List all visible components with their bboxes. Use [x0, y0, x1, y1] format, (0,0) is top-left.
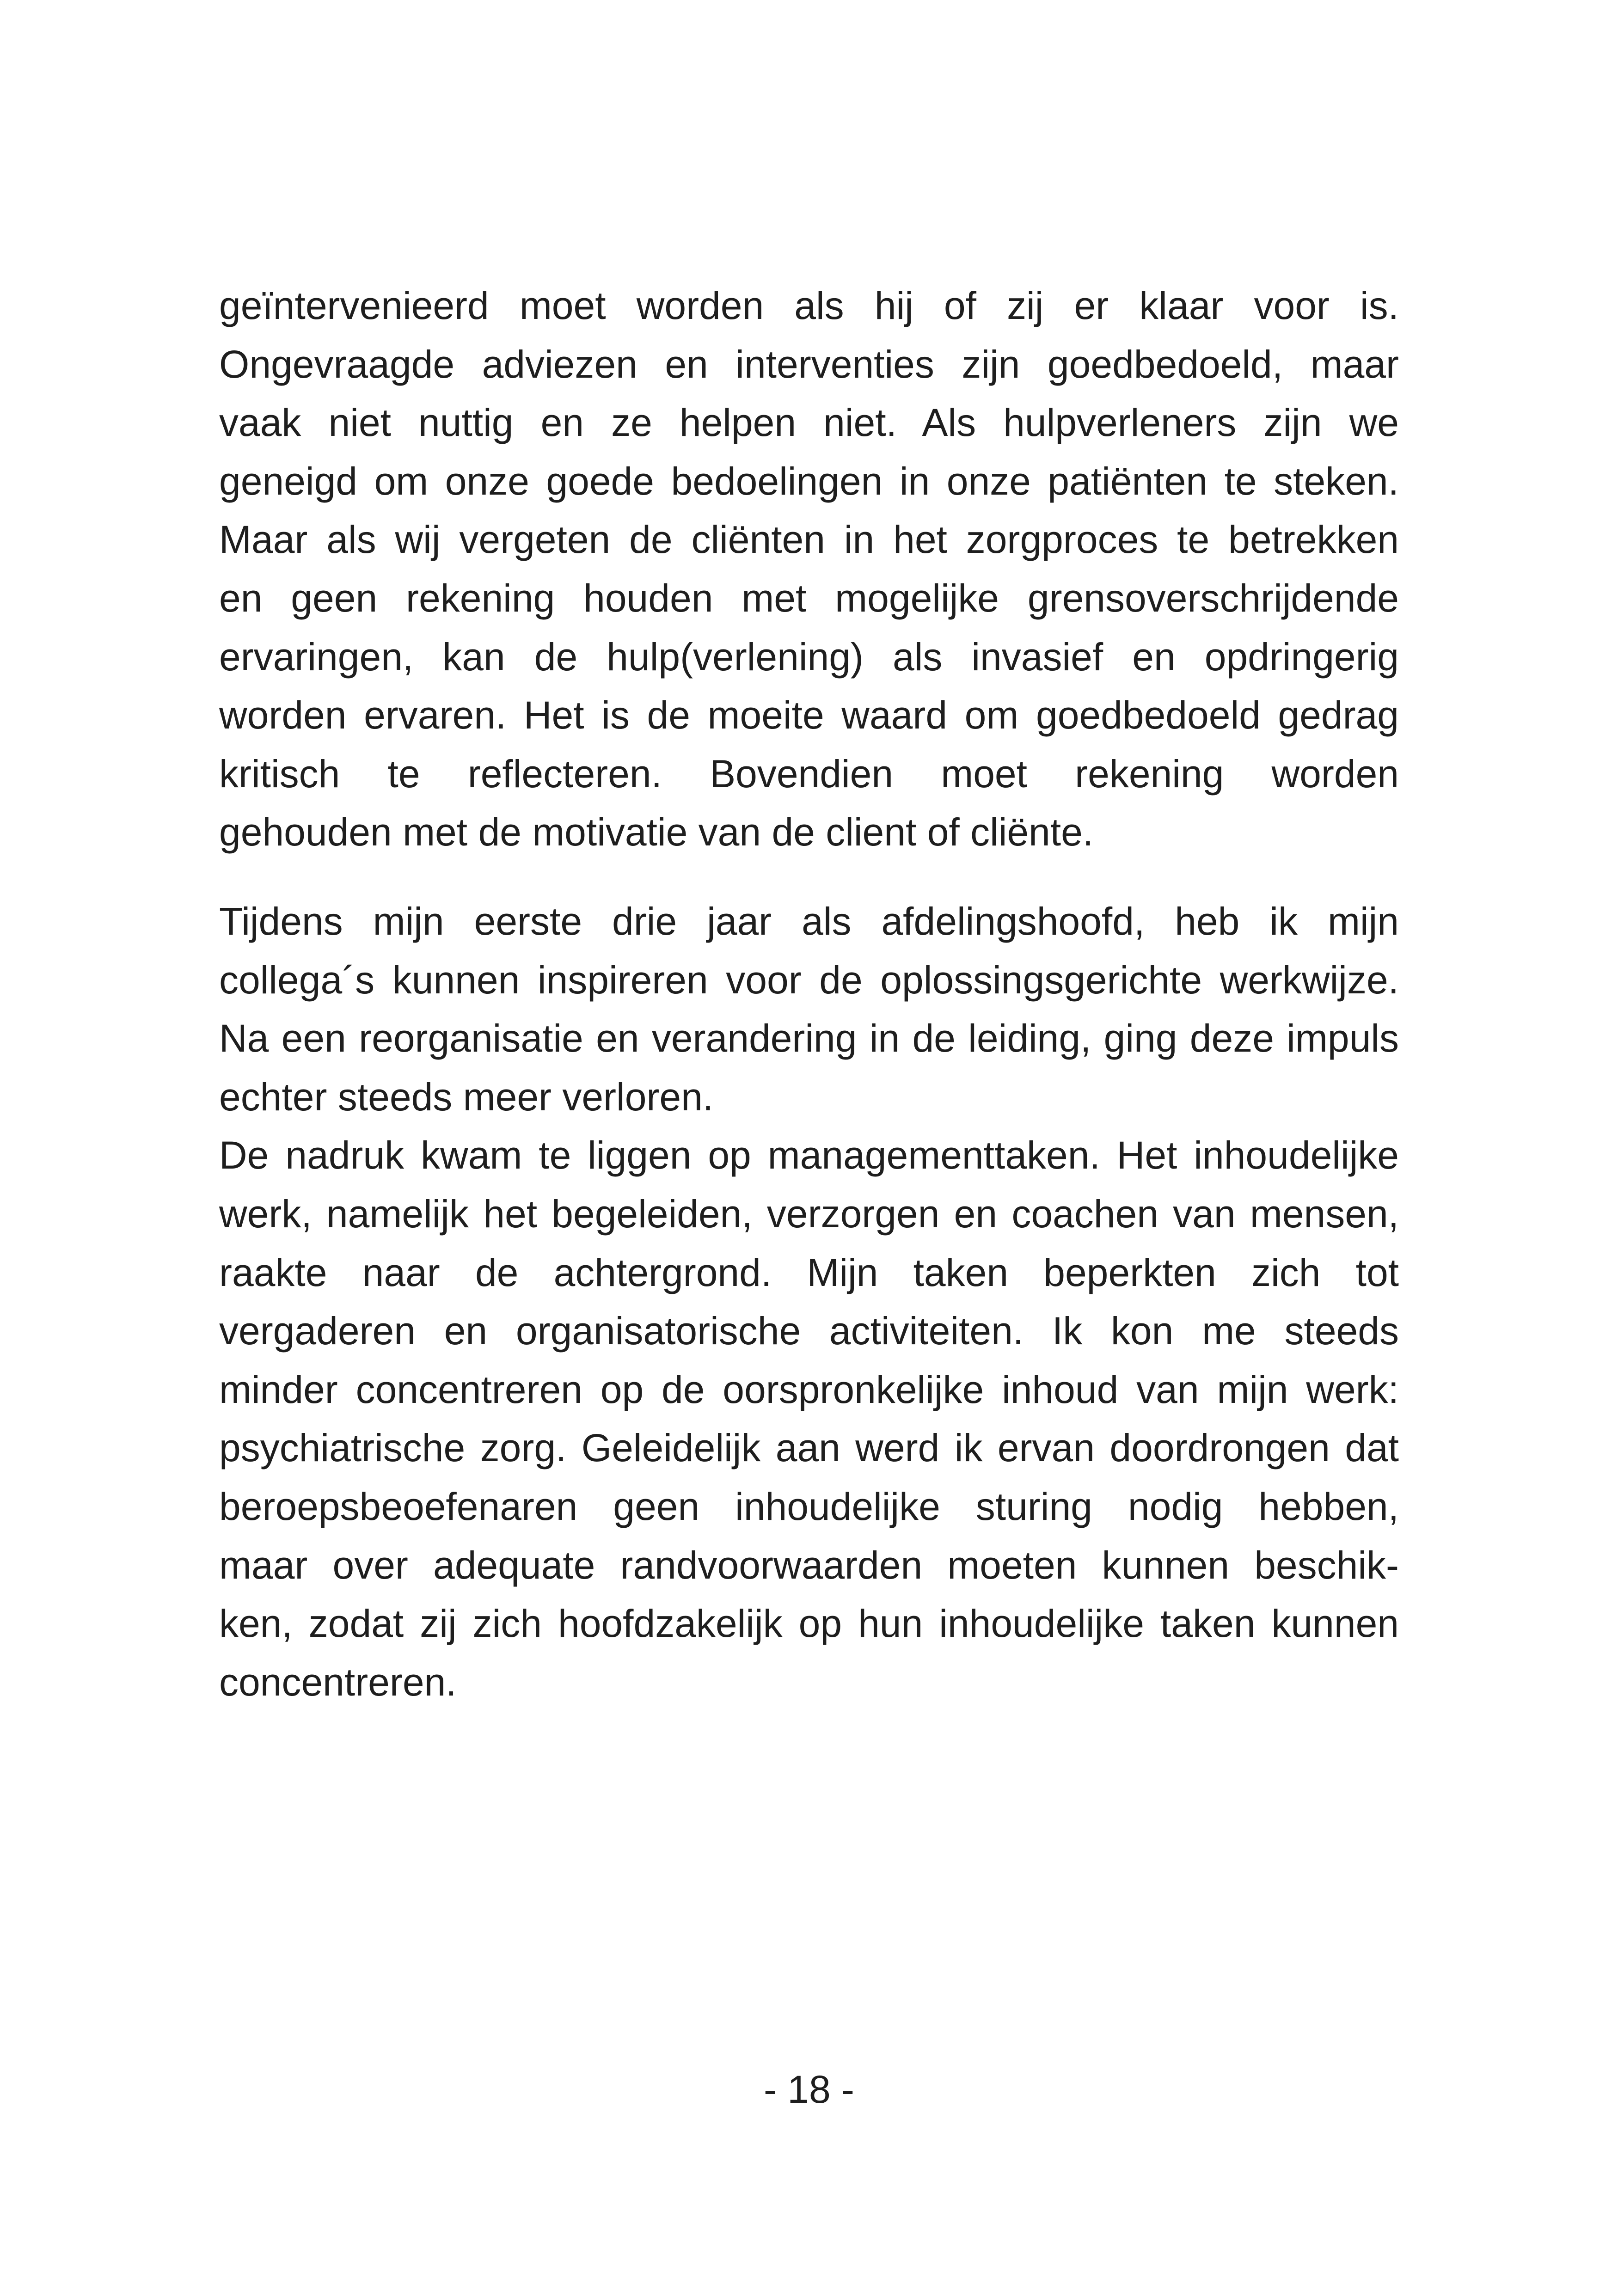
- text-line: kritisch te reflecteren. Bovendien moet rekening worden: [219, 752, 1399, 796]
- text-line: Na een reorganisatie en verandering in de leiding, ging deze impuls: [219, 1016, 1399, 1060]
- paragraph-1: [219, 276, 1399, 862]
- text-line: worden ervaren. Het is de moeite waard om goedbedoeld gedrag: [219, 693, 1399, 737]
- text-line: vaak niet nuttig en ze helpen niet. Als hulpverleners zijn we: [219, 401, 1399, 445]
- text-line: De nadruk kwam te liggen op managementtaken. Het inhoudelijke: [219, 1133, 1399, 1177]
- text-line: collega´s kunnen inspireren voor de oplossingsgerichte werkwijze.: [219, 958, 1399, 1002]
- text-line: maar over adequate randvoorwaarden moeten kunnen beschik-: [219, 1543, 1399, 1587]
- text-line: en geen rekening houden met mogelijke grensoverschrijdende: [219, 576, 1399, 620]
- text-line: raakte naar de achtergrond. Mijn taken beperkten zich tot: [219, 1250, 1399, 1294]
- text-line: echter steeds meer verloren.: [219, 1075, 714, 1119]
- text-line: concentreren.: [219, 1660, 457, 1704]
- page-number: - 18 -: [763, 2068, 855, 2111]
- text-line: Maar als wij vergeten de cliënten in het zorgproces te betrekken: [219, 518, 1399, 562]
- text-line: Tijdens mijn eerste drie jaar als afdelingshoofd, heb ik mijn: [219, 900, 1399, 943]
- text-line: Ongevraagde adviezen en interventies zijn goedbedoeld, maar: [219, 342, 1399, 386]
- text-line: psychiatrische zorg. Geleidelijk aan werd ik ervan doordrongen dat: [219, 1426, 1399, 1470]
- text-line: ken, zodat zij zich hoofdzakelijk op hun inhoudelijke taken kunnen: [219, 1602, 1399, 1646]
- text-line: geïntervenieerd moet worden als hij of zij er klaar voor is.: [219, 284, 1399, 327]
- text-line: beroepsbeoefenaren geen inhoudelijke sturing nodig hebben,: [219, 1484, 1399, 1528]
- text-line: werk, namelijk het begeleiden, verzorgen en coachen van mensen,: [219, 1192, 1399, 1236]
- text-line: minder concentreren op de oorspronkelijke inhoud van mijn werk:: [219, 1367, 1399, 1411]
- text-line: gehouden met de motivatie van de client of cliënte.: [219, 810, 1094, 854]
- text-line: ervaringen, kan de hulp(verlening) als invasief en opdringerig: [219, 635, 1399, 679]
- paragraph-2: [219, 892, 1399, 1711]
- text-line: vergaderen en organisatorische activiteiten. Ik kon me steeds: [219, 1309, 1399, 1353]
- text-line: geneigd om onze goede bedoelingen in onze patiënten te steken.: [219, 459, 1399, 503]
